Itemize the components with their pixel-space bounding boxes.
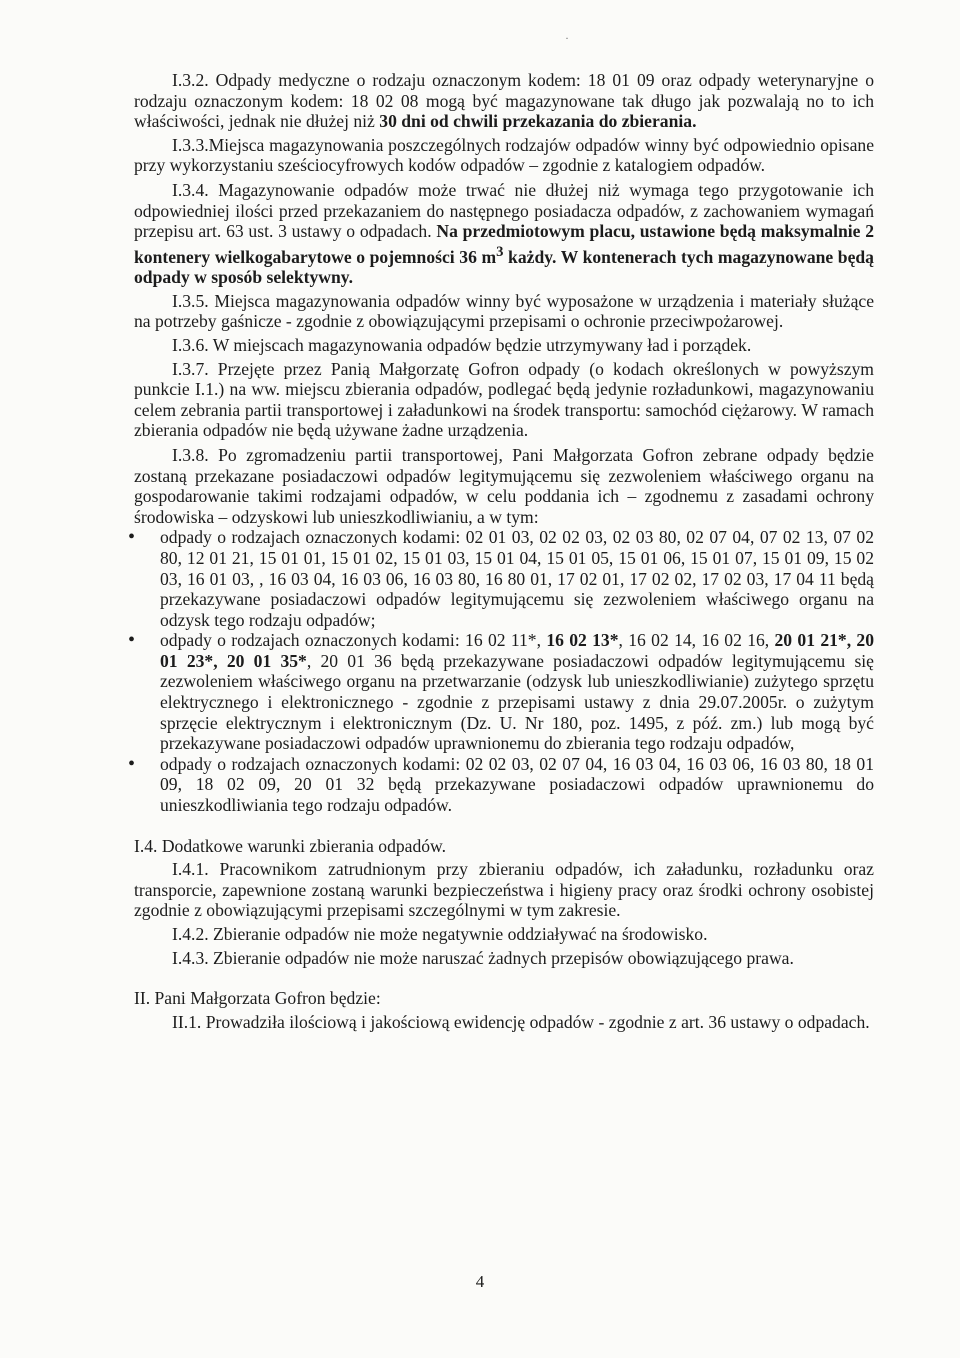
paragraph-1-3-4 [134,180,874,288]
superscript: 3 [496,243,504,260]
bullet-icon: • [128,526,136,549]
list-item-text: odpady o rodzajach oznaczonych kodami: 02 01 03, 02 02 03, 02 03 80, 02 07 04, 07 02 13, 07 02 80, 12 01 21, 15 01 01, 15 01 02, 15 01 03, 15 01 04, 15 01 05, 15 01 06, 15 01 07, 15 01 09, 15 02 03, 16 01 03, , 16 03 04, 16 03 06, 16 03 80, 16 80 01, 17 02 01, 17 02 02, 17 02 03, 17 04 11 będą przekazywane posiadaczowi odpadów legitymującemu się zezwoleniem właściwego organu na odzysk tego rodzaju odpadów; [160,527,874,630]
list-item [128,752,874,816]
bullet-icon: • [128,629,136,652]
list-item-text: odpady o rodzajach oznaczonych kodami: 02 02 03, 02 07 04, 16 03 04, 16 03 06, 16 03 80, 18 01 09, 18 02 09, 20 01 32 będą przekazywane posiadaczowi odpadów uprawnionemu do unieszkodliwiania tego rodzaju odpadów. [160,753,874,816]
paragraph-2-1: II.1. Prowadziła ilościową i jakościową ewidencję odpadów - zgodnie z art. 36 ustawy o odpadach. [172,1011,870,1032]
bold-text: 30 dni od chwili przekazania do zbierania. [379,111,697,132]
bullet-icon: • [128,752,136,775]
paragraph-1-3-8: I.3.8. Po zgromadzeniu partii transportowej, Pani Małgorzata Gofron zebrane odpady będzie zostaną przekazane posiadaczowi odpadów legitymującemu się zezwoleniem właściwego organu na gospodarowanie takimi rodzajami odpadów, w celu poddania ich – zgodnemu z zasadami ochrony środowiska – odzyskowi lub unieszkodliwianiu, a w tym: [134,444,874,527]
disposal-list [128,526,875,816]
section-heading-1-4: I.4. Dodatkowe warunki zbierania odpadów. [134,835,447,856]
paragraph-1-4-2: I.4.2. Zbieranie odpadów nie może negatywnie oddziaływać na środowisko. [172,924,708,945]
paragraph-text: I.3.4. Magazynowanie odpadów może trwać nie dłużej niż wymaga tego przygotowanie ich odpowiedniej ilości przed przekazaniem do następnego posiadacza odpadów, z zachowaniem wymagań przepisu art. 63 ust. 3 ustawy o odpadach. [134,179,874,242]
bold-text: 20 01 21*, 20 01 23*, 20 01 35* [160,630,875,671]
paragraph-1-3-5: I.3.5. Miejsca magazynowania odpadów winny być wyposażone w urządzenia i materiały służące na potrzeby gaśnicze - zgodnie z obowiązującymi przepisami o ochronie przeciwpożarowej. [134,290,874,332]
section-heading-2: II. Pani Małgorzata Gofron będzie: [134,988,381,1009]
bold-text-part: Na przedmiotowym placu, ustawione będą maksymalnie 2 kontenery wielkogabarytowe o pojemności 36 m [134,221,874,267]
scan-speck: · [565,31,569,45]
list-item [128,629,875,754]
list-item [128,526,874,630]
paragraph-1-3-6: I.3.6. W miejscach magazynowania odpadów będzie utrzymywany ład i porządek. [172,334,752,355]
paragraph-1-4-1: I.4.1. Pracownikom zatrudnionym przy zbieraniu odpadów, ich załadunku, rozładunku oraz transporcie, zapewnione zostaną warunki bezpieczeństwa i higieny pracy oraz środki ochrony osobistej zgodnie z obowiązującymi przepisami szczególnymi w tym zakresie. [134,859,874,921]
bold-text-part: każdy. W kontenerach tych magazynowane będą odpady w sposób selektywny. [134,246,874,288]
page-number: 4 [475,1272,485,1291]
paragraph-1-3-2 [134,70,874,132]
paragraph-1-3-7: I.3.7. Przejęte przez Panią Małgorzatę Gofron odpady (o kodach określonych w powyższym punkcie I.1.) na ww. miejscu zbierania odpadów, podlegać będą jedynie rozładunkowi, magazynowaniu celem zebrania partii transportowej i załadunkowi na środek transportu: samochód ciężarowy. W ramach zbierania odpadów nie będą używane żadne urządzenia. [134,358,874,441]
paragraph-1-3-3: I.3.3.Miejsca magazynowania poszczególnych rodzajów odpadów winny być odpowiednio opisane przy wykorzystaniu sześciocyfrowych kodów odpadów – zgodnie z katalogiem odpadów. [134,134,874,176]
list-item-text: odpady o rodzajach oznaczonych kodami: 16 02 11*, [160,630,547,651]
list-item-text: , 20 01 36 będą przekazywane posiadaczowi odpadów legitymującemu się zezwoleniem właściwego organu na przetwarzanie (odzysk lub unieszkodliwianie) zużytego sprzętu elektrycznego i elektronicznego - zgodnie z przepisami ustawy z dnia 29.07.2005r. o zużytym sprzęcie elektrycznym i elektronicznym (Dz. U. Nr 180, poz. 1495, z póź. zm.) lub mogą być przekazywane posiadaczowi odpadów uprawnionemu do zbierania tego rodzaju odpadów, [160,650,874,754]
list-item-text: , 16 02 14, 16 02 16, [618,630,775,651]
paragraph-1-4-3: I.4.3. Zbieranie odpadów nie może naruszać żadnych przepisów obowiązującego prawa. [172,947,794,968]
paragraph-text: I.3.2. Odpady medyczne o rodzaju oznaczonym kodem: 18 01 09 oraz odpady weterynaryjne o rodzaju oznaczonym kodem: 18 02 08 mogą być magazynowane tak długo jak pozwalają no to ich właściwości, jednak nie dłużej niż [134,70,874,132]
bold-text: 16 02 13* [546,630,619,651]
